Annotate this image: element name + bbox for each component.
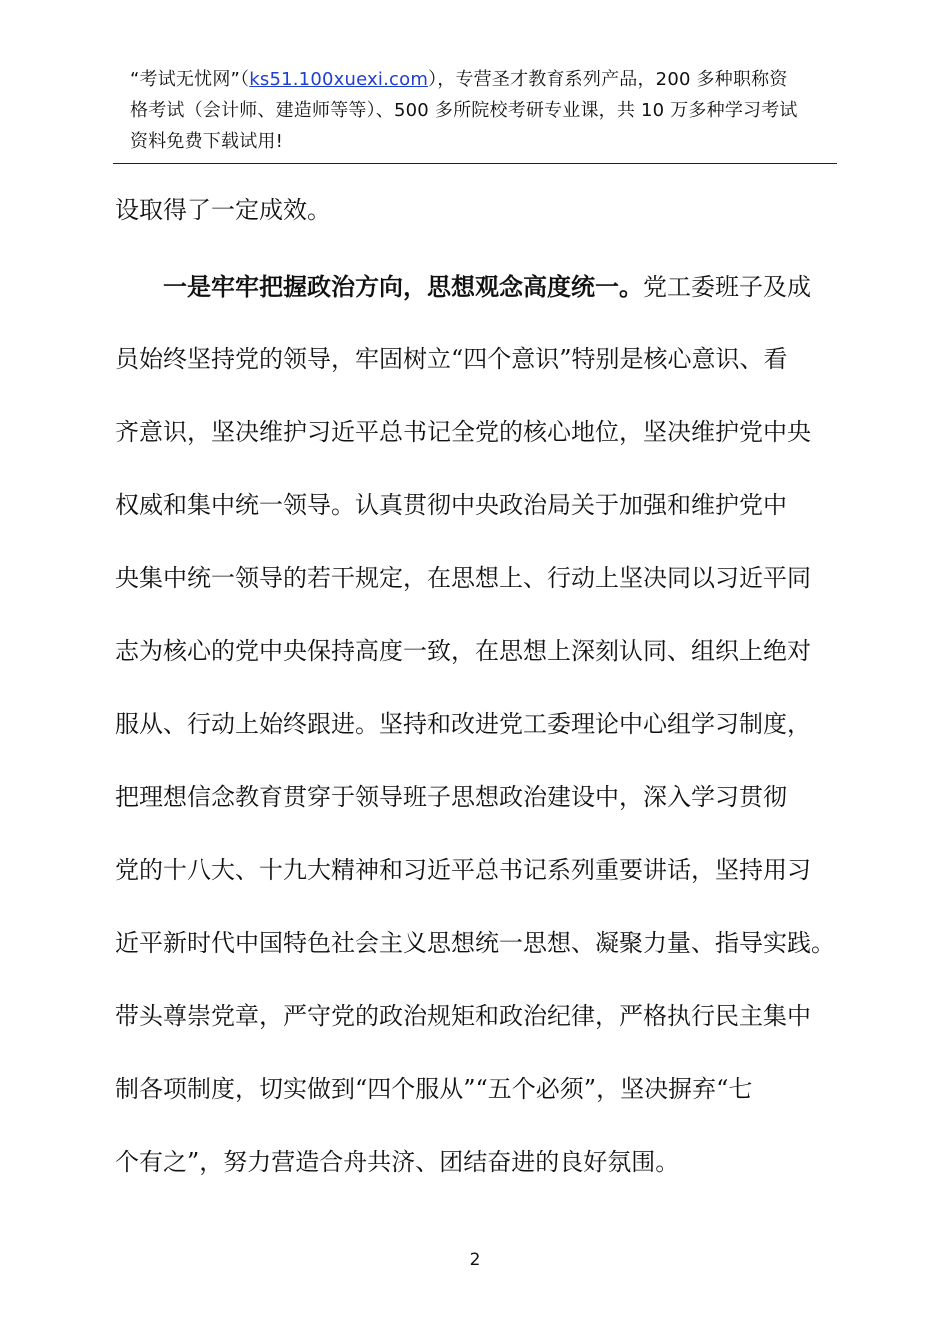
- page-header: [130, 64, 830, 157]
- header-text-post: ），专营圣才教育系列产品，200 多种职称资: [428, 69, 788, 90]
- paragraph-first-line: [115, 266, 837, 307]
- body-line: 齐意识，坚决维护习近平总书记全党的核心地位，坚决维护党中央: [115, 418, 811, 446]
- body-line: 个有之”，努力营造合舟共济、团结奋进的良好氛围。: [115, 1148, 680, 1176]
- header-text-pre: “考试无忧网”（: [130, 69, 250, 90]
- header-line-1: [130, 64, 830, 95]
- body-line: 服从、行动上始终跟进。坚持和改进党工委理论中心组学习制度，: [115, 710, 811, 738]
- body-line: 把理想信念教育贯穿于领导班子思想政治建设中，深入学习贯彻: [115, 783, 787, 811]
- body-text: [115, 190, 837, 1183]
- body-line: 制各项制度，切实做到“四个服从”“五个必须”，坚决摒弃“七: [115, 1075, 753, 1103]
- body-line: 志为核心的党中央保持高度一致，在思想上深刻认同、组织上绝对: [115, 637, 811, 665]
- body-line: 近平新时代中国特色社会主义思想统一思想、凝聚力量、指导实践。: [115, 929, 835, 957]
- paragraph-heading: 一是牢牢把握政治方向，思想观念高度统一。: [163, 272, 643, 301]
- body-line: 党的十八大、十九大精神和习近平总书记系列重要讲话，坚持用习: [115, 856, 811, 884]
- body-line: 带头尊崇党章，严守党的政治规矩和政治纪律，严格执行民主集中: [115, 1002, 811, 1030]
- header-divider: [113, 163, 837, 164]
- header-line-2: 格考试（会计师、建造师等等）、500 多所院校考研专业课，共 10 万多种学习考试: [130, 100, 798, 121]
- header-line-3: 资料免费下载试用!: [130, 131, 284, 152]
- body-line: 权威和集中统一领导。认真贯彻中央政治局关于加强和维护党中: [115, 491, 787, 519]
- page-number: 2: [469, 1250, 481, 1270]
- body-line: 央集中统一领导的若干规定，在思想上、行动上坚决同以习近平同: [115, 564, 811, 592]
- website-link[interactable]: ks51.100xuexi.com: [249, 69, 429, 90]
- body-line: 员始终坚持党的领导，牢固树立“四个意识”特别是核心意识、看: [115, 345, 788, 373]
- continuation-line: 设取得了一定成效。: [115, 196, 331, 224]
- paragraph-lead: 党工委班子及成: [643, 273, 811, 301]
